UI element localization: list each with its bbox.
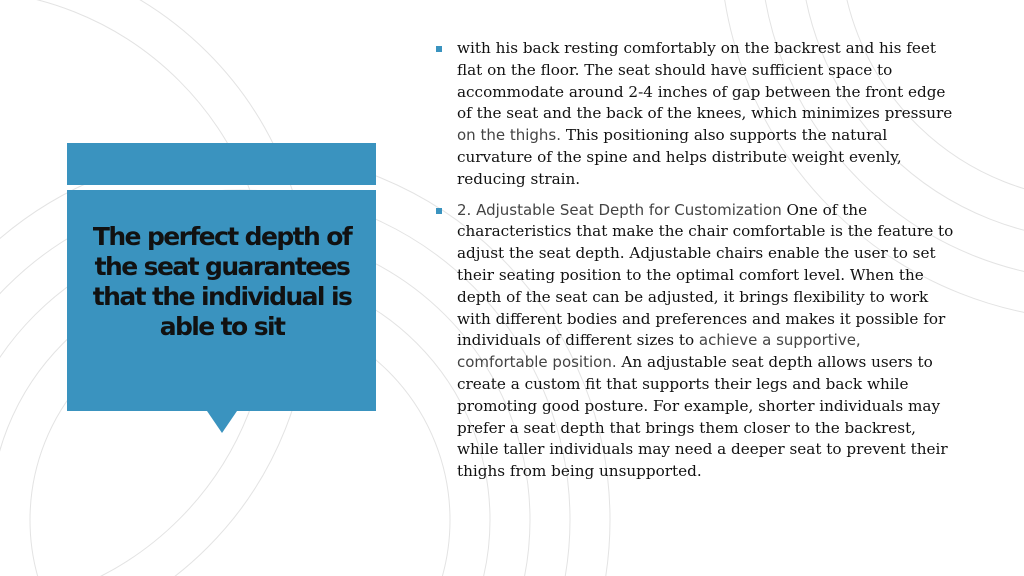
bullet-text: with his back resting comfortably on the backrest and his feet flat on the floor. The seat should have sufficient space to accommodate around 2-4 inches of gap between the front edge of the seat and the back of the knees, which minimizes pressure: [457, 39, 953, 123]
bullet-text: An adjustable seat depth allows users to create a custom fit that supports their legs and back while promoting good posture. For example, shorter individuals may prefer a seat depth that brings them closer to the backrest, while taller individuals may need a deeper seat to prevent their thighs from being unsupported.: [457, 353, 948, 481]
accent-bar: [67, 143, 376, 185]
bullet-text: One of the characteristics that make the chair comfortable is the feature to adjust the seat depth. Adjustable chairs enable the user to set their seating position to the optimal comfort level. When the depth of the seat can be adjusted, it brings flexibility to work with different bodies and preferences and makes it possible for individuals of different sizes to: [457, 200, 954, 350]
bullet-text-light: on the thighs.: [457, 126, 562, 145]
bullet-heading: 2. Adjustable Seat Depth for Customization: [457, 200, 782, 219]
bullet-item: [436, 200, 956, 483]
title-box-pointer: [207, 411, 237, 433]
bullet-text: This positioning also supports the natural curvature of the spine and helps distribute weight evenly, reducing strain.: [457, 126, 902, 188]
bullet-list: [436, 38, 956, 492]
slide-title: The perfect depth of the seat guarantees that the individual is able to sit: [92, 222, 352, 341]
bullet-item: [436, 38, 956, 191]
bullet-square-icon: [436, 46, 442, 52]
bullet-square-icon: [436, 208, 442, 214]
bullet-text-light: achieve a supportive, comfortable position.: [457, 331, 861, 372]
